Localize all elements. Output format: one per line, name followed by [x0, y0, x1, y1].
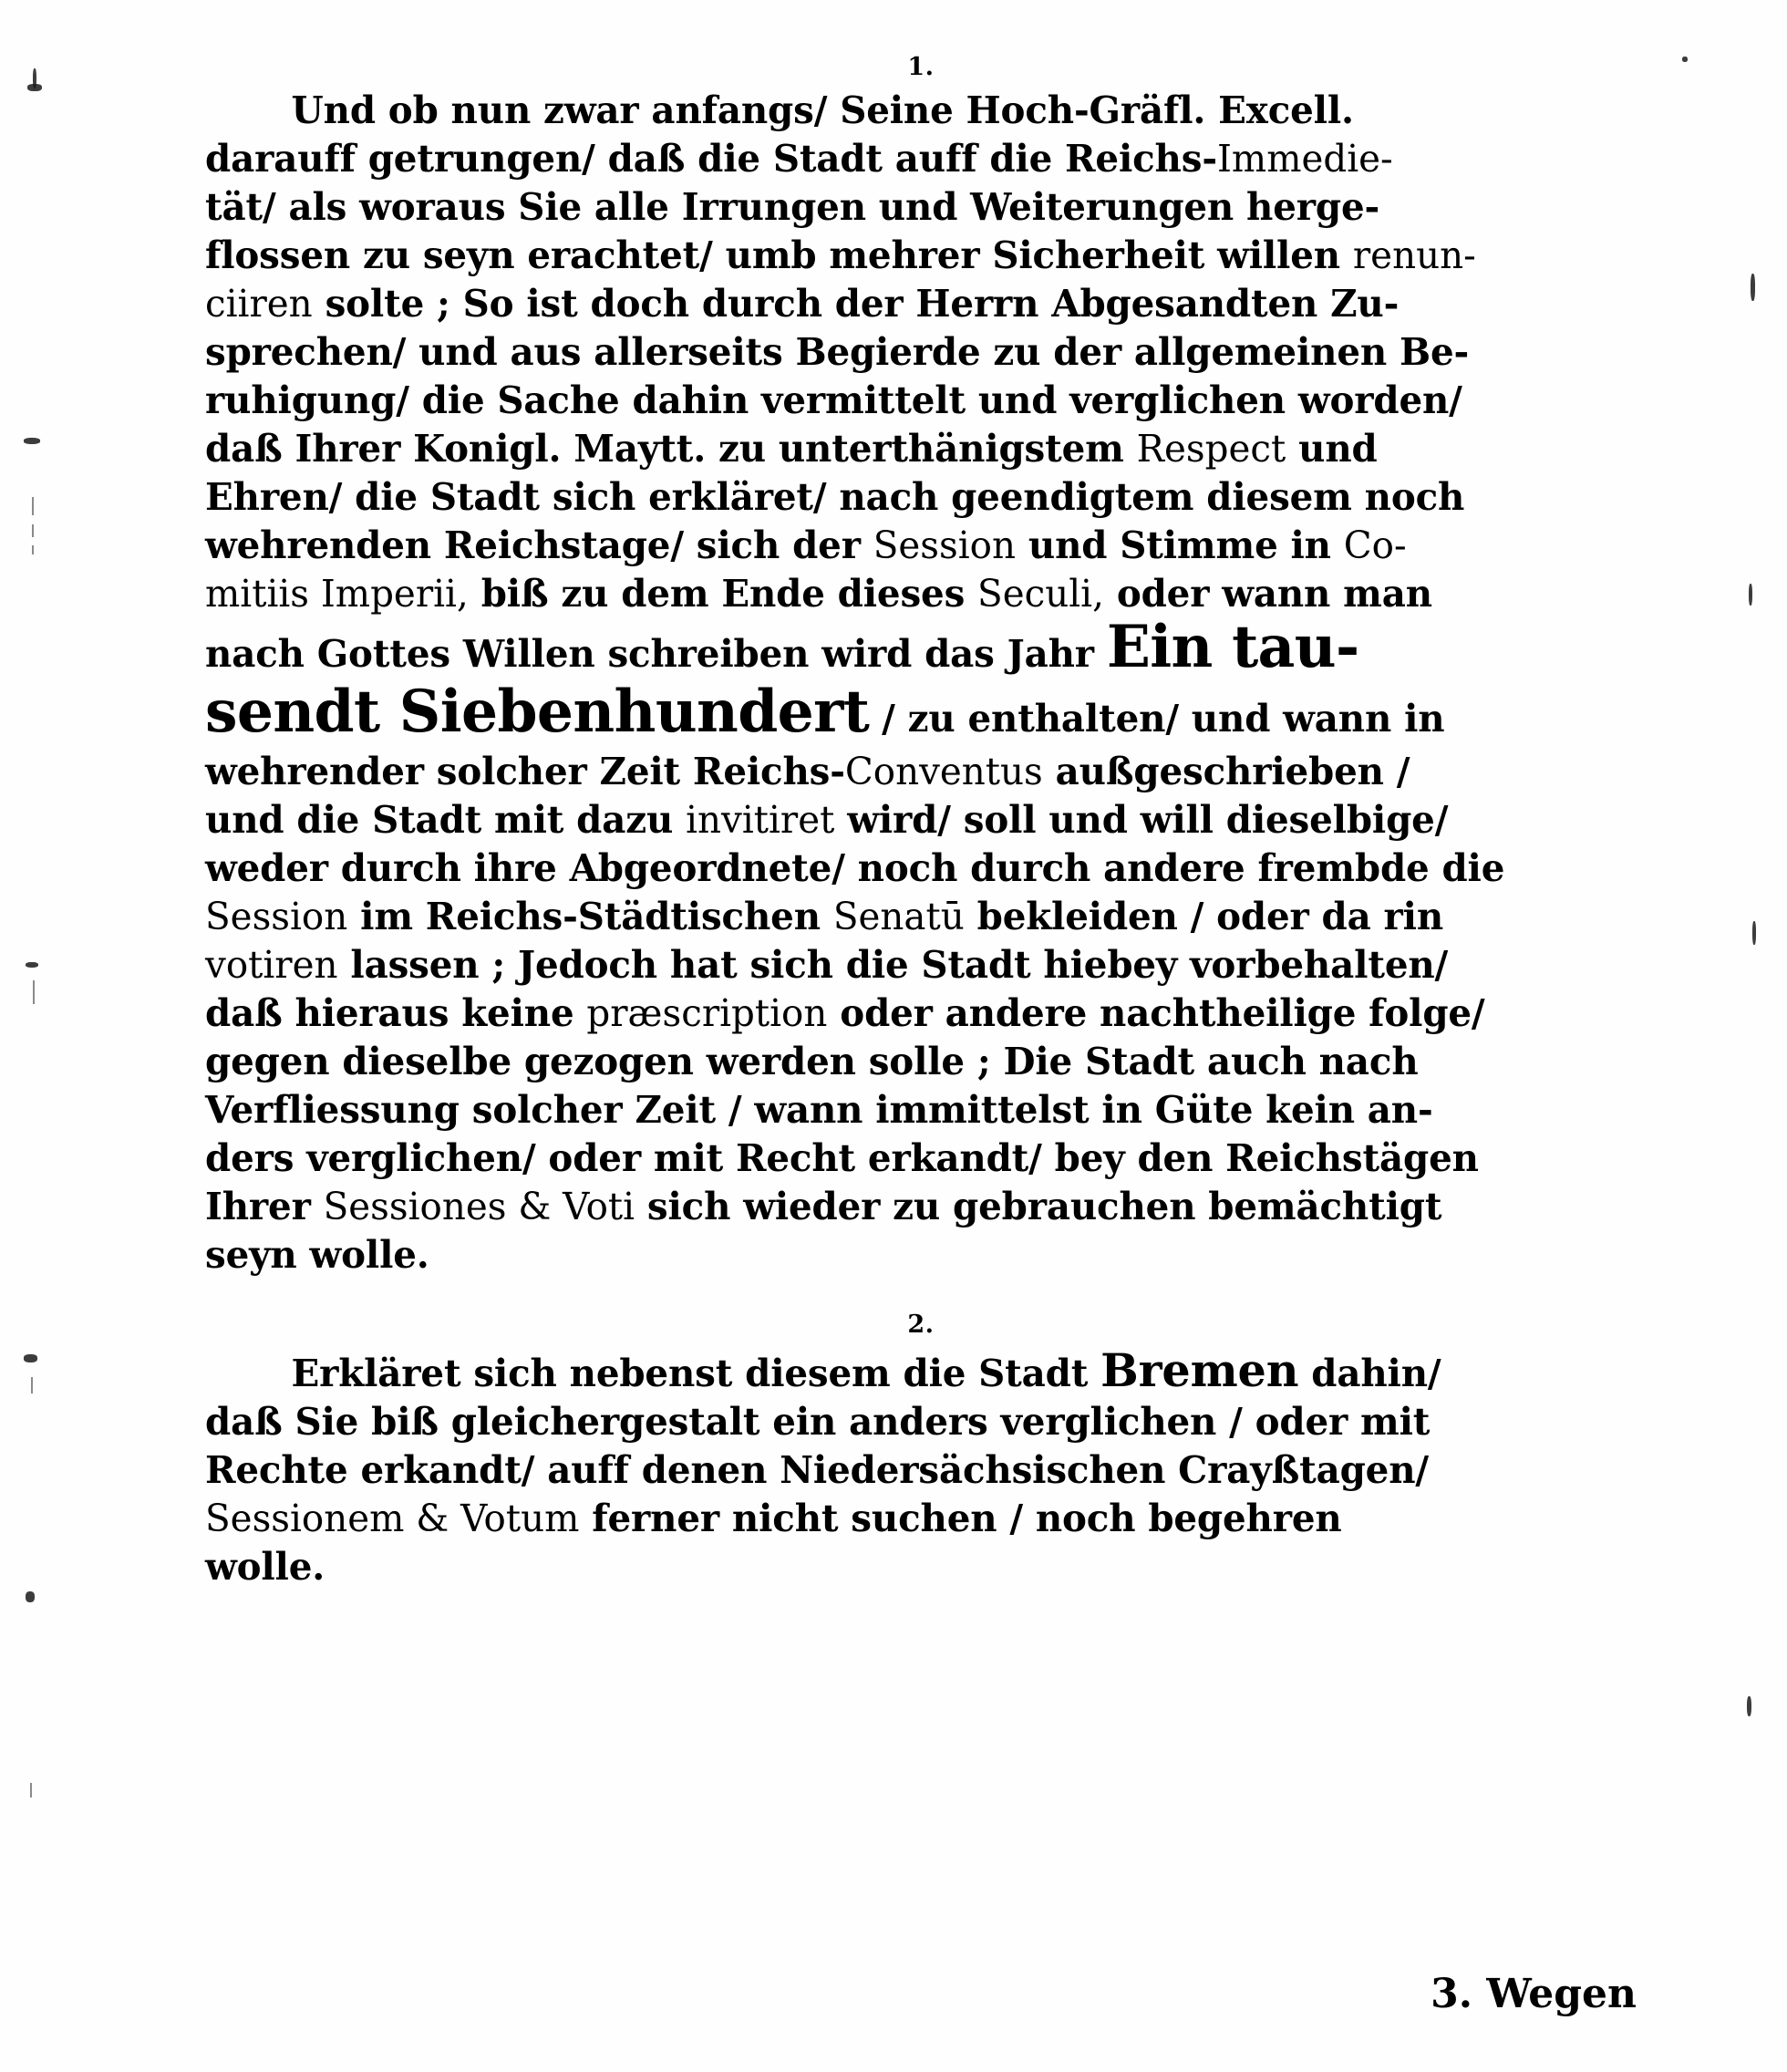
text-line [205, 941, 1615, 989]
scan-artifact [32, 524, 34, 537]
fraktur-text: tät/ als woraus Sie alle Irrungen und Weiterungen herge- [205, 185, 1380, 229]
display-text: Ein tau- [1106, 613, 1359, 681]
text-body [205, 53, 1637, 1591]
fraktur-text: wird/ soll und will dieselbige/ [834, 798, 1449, 842]
fraktur-text: und Stimme in [1015, 523, 1344, 567]
latin-word-antiqua: Co- [1343, 523, 1407, 567]
text-line [205, 1343, 1615, 1398]
section-number: 2. [907, 1311, 935, 1339]
text-line [205, 522, 1615, 570]
fraktur-text: Ihrer [205, 1185, 324, 1228]
text-line [205, 473, 1615, 522]
latin-word-antiqua: Senatū [832, 895, 965, 938]
fraktur-text: seyn wolle. [205, 1233, 429, 1277]
fraktur-text: daß hieraus keine [205, 991, 587, 1035]
catchword: 3. Wegen [1431, 1971, 1637, 2017]
fraktur-text: darauff getrungen/ daß die Stadt auff die Reichs- [205, 137, 1217, 181]
fraktur-text: Verfliessung solcher Zeit / wann immittelst in Güte kein an- [205, 1088, 1433, 1132]
scan-artifact [26, 962, 38, 968]
scan-artifact [1747, 1696, 1751, 1716]
latin-word-antiqua: Conventus [844, 750, 1043, 793]
scan-artifact [1682, 57, 1688, 62]
fraktur-text: ruhigung/ die Sache dahin vermittelt und verglichen worden/ [205, 378, 1462, 422]
display-text: sendt Siebenhundert [205, 678, 870, 746]
text-line [205, 87, 1615, 135]
scan-artifact [1749, 584, 1752, 606]
text-line [205, 377, 1615, 425]
scan-artifact [1752, 921, 1756, 945]
scan-artifact [1751, 274, 1755, 301]
emphasised-place-name: Bremen [1100, 1343, 1299, 1397]
latin-word-antiqua: votiren [205, 943, 338, 987]
fraktur-text: oder wann man [1103, 572, 1432, 616]
latin-word-antiqua: Sessiones & Voti [323, 1185, 635, 1228]
text-line [205, 844, 1615, 893]
fraktur-text: Rechte erkandt/ auff denen Niedersächsischen Crayßtagen/ [205, 1448, 1430, 1492]
fraktur-text: im Reichs-Städtischen [347, 895, 833, 938]
text-line [205, 893, 1615, 941]
fraktur-text: Ehren/ die Stadt sich erkläret/ nach geendigtem diesem noch [205, 475, 1465, 519]
fraktur-text: daß Sie biß gleichergestalt ein anders verglichen / oder mit [205, 1400, 1431, 1444]
fraktur-text: sprechen/ und aus allerseits Begierde zu der allgemeinen Be- [205, 330, 1470, 374]
fraktur-text: daß Ihrer Konigl. Maytt. zu unterthänigstem [205, 427, 1137, 471]
text-line [205, 1134, 1615, 1183]
fraktur-text: und [1286, 427, 1378, 471]
scan-artifact [32, 497, 34, 515]
fraktur-text: weder durch ihre Abgeordnete/ noch durch andere frembde die [205, 846, 1505, 890]
text-line [205, 1183, 1615, 1231]
text-line [205, 183, 1615, 232]
text-line [205, 1038, 1615, 1086]
fraktur-text: Und ob nun zwar anfangs/ Seine Hoch-Gräfl. Excell. [291, 88, 1354, 132]
latin-word-antiqua: ciiren [205, 282, 313, 326]
fraktur-text: ferner nicht suchen / noch begehren [579, 1497, 1342, 1540]
latin-word-antiqua: Session [873, 523, 1016, 567]
text-line [205, 1231, 1615, 1279]
fraktur-text: biß zu dem Ende dieses [468, 572, 978, 616]
text-line [205, 1086, 1615, 1134]
latin-word-antiqua: mitiis Imperii, [205, 572, 469, 616]
text-line [205, 425, 1615, 473]
text-line [205, 1398, 1615, 1446]
fraktur-text: wehrenden Reichstage/ sich der [205, 523, 873, 567]
latin-word-antiqua: invitiret [686, 798, 835, 842]
fraktur-text: gegen dieselbe gezogen werden solle ; Die Stadt auch nach [205, 1040, 1419, 1083]
fraktur-text: / zu enthalten/ und wann in [869, 697, 1445, 741]
text-line [205, 280, 1615, 328]
text-line [205, 748, 1615, 796]
fraktur-text: außgeschrieben / [1042, 750, 1410, 793]
fraktur-text: bekleiden / oder da rin [964, 895, 1444, 938]
latin-word-antiqua: præscription [586, 991, 828, 1035]
text-line [205, 232, 1615, 280]
fraktur-text: nach Gottes Willen schreiben wird das Jahr [205, 632, 1107, 676]
fraktur-text: dahin/ [1298, 1352, 1441, 1395]
latin-word-antiqua: Seculi, [977, 572, 1104, 616]
scan-artifact [33, 980, 35, 1004]
latin-word-antiqua: renun- [1352, 233, 1476, 277]
fraktur-text: flossen zu seyn erachtet/ umb mehrer Sicherheit willen [205, 233, 1353, 277]
fraktur-text: Erkläret sich nebenst diesem die Stadt [291, 1352, 1101, 1395]
text-line [205, 613, 1615, 683]
text-line [205, 1543, 1615, 1591]
section-number: 1. [907, 53, 935, 81]
text-line [205, 1495, 1615, 1543]
text-line [205, 570, 1615, 618]
fraktur-text: und die Stadt mit dazu [205, 798, 687, 842]
scan-artifact [24, 438, 40, 444]
latin-word-antiqua: Sessionem & Votum [205, 1497, 580, 1540]
fraktur-text: sich wieder zu gebrauchen bemächtigt [635, 1185, 1442, 1228]
fraktur-text: ders verglichen/ oder mit Recht erkandt/ bey den Reichstägen [205, 1136, 1479, 1180]
fraktur-text: wolle. [205, 1545, 325, 1589]
latin-word-antiqua: Immedie- [1216, 137, 1393, 181]
latin-word-antiqua: Respect [1136, 427, 1286, 471]
fraktur-text: lassen ; Jedoch hat sich die Stadt hiebey vorbehalten/ [337, 943, 1449, 987]
fraktur-text: wehrender solcher Zeit Reichs- [205, 750, 845, 793]
text-line [205, 678, 1615, 748]
fraktur-text: oder andere nachtheilige folge/ [827, 991, 1485, 1035]
text-line [205, 135, 1615, 183]
text-line [205, 1446, 1615, 1495]
scan-artifact [26, 1591, 35, 1602]
text-line [205, 989, 1615, 1038]
text-line [205, 328, 1615, 377]
text-line [205, 796, 1615, 844]
scan-artifact [30, 1783, 32, 1797]
scan-artifact [33, 68, 36, 88]
latin-word-antiqua: Session [205, 895, 348, 938]
scan-artifact [24, 1354, 37, 1362]
scan-artifact [32, 545, 34, 554]
scan-artifact [31, 1377, 33, 1393]
fraktur-text: solte ; So ist doch durch der Herrn Abgesandten Zu- [312, 282, 1400, 326]
